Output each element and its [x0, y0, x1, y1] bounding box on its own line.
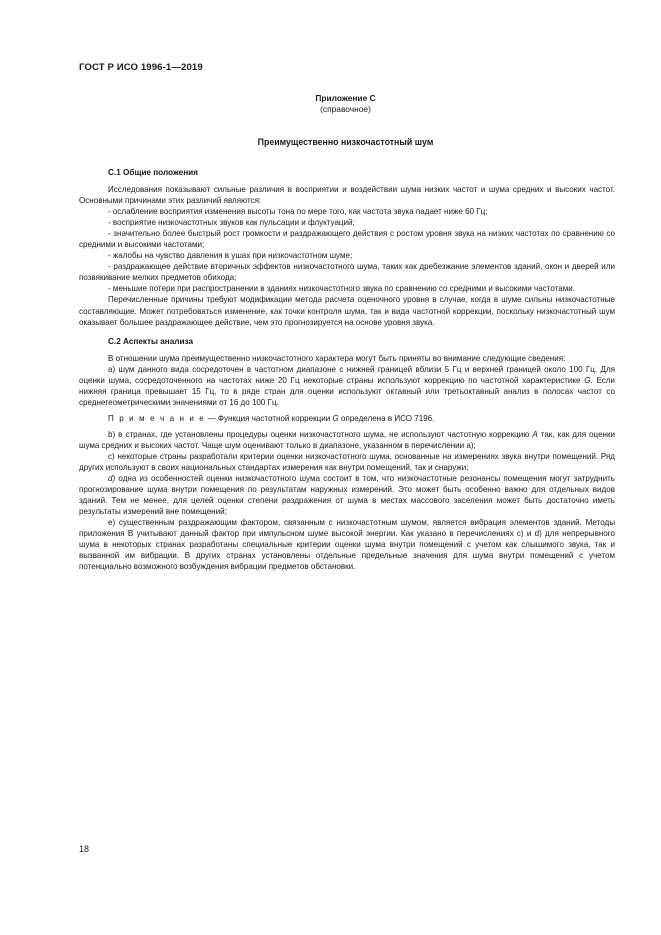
- section-c2-heading: С.2 Аспекты анализа: [108, 336, 194, 346]
- document-header: ГОСТ Р ИСО 1996-1—2019: [79, 62, 203, 73]
- list-item-b: b) в странах, где установлены процедуры оценки низкочастотного шума, не используют частотную коррекцию А так, как для оценки шума средних и высоких частот. Чаще шум оценивают только в диапазоне, указанном в перечислении а);: [79, 429, 615, 450]
- section-c1-intro: Исследования показывают сильные различия в восприятии и воздействии шума низких частот и шума средних и высоких частот. Основными причинами этих различий являются:: [79, 185, 615, 206]
- section-c1-heading: С.1 Общие положения: [108, 168, 198, 177]
- section-c2-intro: В отношении шума преимущественно низкочастотного характера могут быть приняты во внимание следующие сведения:: [108, 353, 566, 363]
- list-item: - жалобы на чувство давления в ушах при низкочастотном шуме;: [108, 251, 353, 261]
- section-c1-conclusion: Перечисленные причины требуют модификации метода расчета оценочного уровня в случае, когда в шуме сильны низкочастотные составляющие. Может потребоваться изменение, как точки контроля шума, так и вида частотной коррекции, поскольку низкочастотный шум оказывает большее раздражающее действие, чем это прогнозируется на основе уровня звука.: [79, 295, 615, 327]
- list-item: - меньшие потери при распространении в зданиях низкочастотного звука по сравнению со средними и высокими частотами.: [108, 284, 575, 294]
- list-item: - раздражающее действие вторичных эффектов низкочастотного шума, таких как дребезжание элементов зданий, окон и дверей или позвякивание мелких предметов обихода;: [79, 262, 615, 283]
- list-item-e: е) существенным раздражающим фактором, связанным с низкочастотным шумом, является вибрация элементов зданий. Методы приложения В учитывают данный фактор при импульсном шуме высокой энергии. Как указано в перечислениях с) и d) для непрерывного шума в некоторых странах разработаны специальные критерии оценки шума внутри помещений с учетом как слышимого звука, так и вызванной им вибрации. В других странах установлены отдельные предельные значения для шума внутри помещений с учетом потенциально возможного возбуждения вибрации предметов обстановки.: [79, 518, 615, 572]
- list-item: - восприятие низкочастотных звуков как пульсации и флуктуаций;: [108, 218, 355, 228]
- appendix-title: Приложение С: [315, 93, 376, 103]
- list-item-c: с) некоторые страны разработали критерии оценки низкочастотного шума, основанные на измерениях звука внутри помещений. Ряд других используют в своих национальных стандартах измерения как внутри помещений, так и снаружи;: [79, 451, 615, 473]
- page-number: 18: [79, 844, 90, 854]
- list-item: - ослабление восприятия изменения высоты тона по мере того, как частота звука падает ниже 60 Гц;: [108, 207, 488, 217]
- note: П р и м е ч а н и е — Функция частотной коррекции G определена в ИСО 7196.: [108, 413, 435, 423]
- appendix-label: [0, 93, 661, 115]
- note-label: П р и м е ч а н и е: [108, 413, 206, 423]
- appendix-heading: Преимущественно низкочастотный шум: [257, 137, 434, 147]
- appendix-subtitle: (справочное): [320, 104, 371, 114]
- body-text: [79, 167, 615, 573]
- list-item: - значительно более быстрый рост громкости и раздражающего действия с ростом уровня звука на низких частотах по сравнению со средними и высокими частотами;: [79, 229, 615, 250]
- list-item-d: d) одна из особенностей оценки низкочастотного шума состоит в том, что низкочастотные резонансы помещения могут затруднить прогнозирование шума внутри помещения по результатам наружных измерений. Это может быть особенно важно для отдельных видов зданий. Тем не менее, для целей оценки степени раздражения от шума в местах массового заселения может быть достаточно иметь результаты измерений вне помещений;: [79, 474, 615, 517]
- list-item-a: а) шум данного вида сосредоточен в частотном диапазоне с нижней границей вблизи 5 Гц и верхней границей около 100 Гц. Для оценки шума, сосредоточенного на частотах ниже 20 Гц некоторые страны используют коррекцию по частотной характеристике G. Если нижняя граница превышает 15 Гц, то в ряде стран для оценки используют октавный или третьоктавный анализ в полосах частот со среднегеометрическими значениями от 16 до 100 Гц.: [79, 364, 615, 407]
